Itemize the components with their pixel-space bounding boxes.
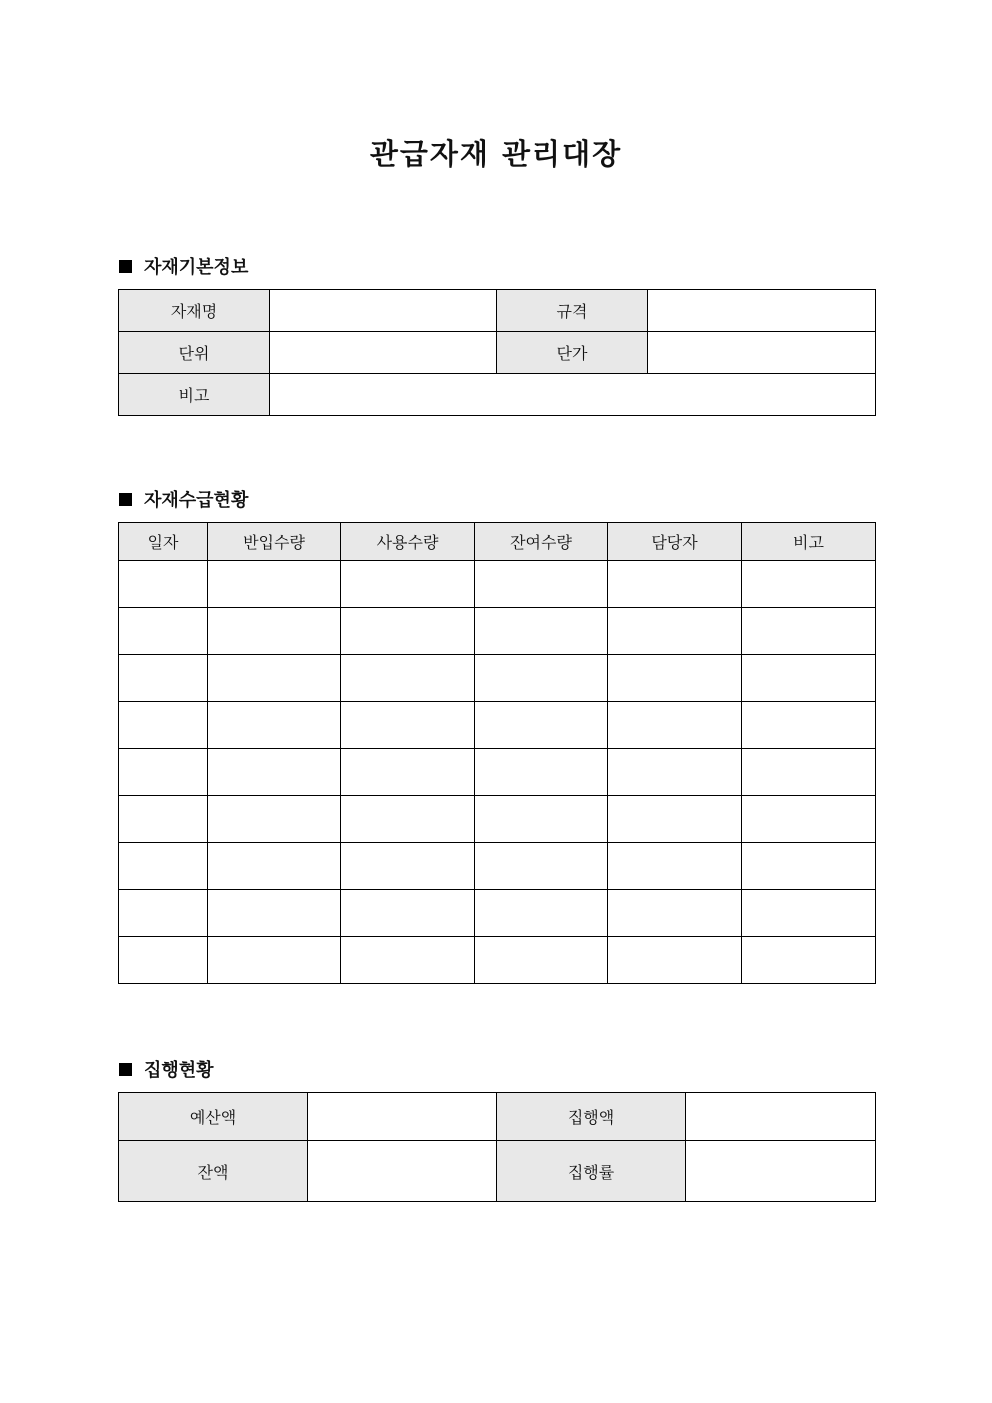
note-field[interactable] <box>270 374 876 416</box>
label-cell: 집행액 <box>497 1093 686 1141</box>
table-header-row <box>119 523 876 561</box>
table-cell[interactable] <box>742 796 876 843</box>
column-header-used: 사용수량 <box>341 523 475 561</box>
square-bullet-icon <box>119 1063 132 1076</box>
table-cell[interactable] <box>208 702 341 749</box>
table-cell[interactable] <box>608 702 742 749</box>
execution-rate-field[interactable] <box>686 1141 876 1202</box>
label-cell: 집행률 <box>497 1141 686 1202</box>
table-row <box>119 749 876 796</box>
column-header-note: 비고 <box>742 523 876 561</box>
page-title: 관급자재 관리대장 <box>369 137 623 171</box>
table-cell[interactable] <box>341 937 475 984</box>
table-cell[interactable] <box>475 655 608 702</box>
table-cell[interactable] <box>742 937 876 984</box>
table-row <box>119 937 876 984</box>
table-cell[interactable] <box>119 796 208 843</box>
budget-field[interactable] <box>308 1093 497 1141</box>
table-row <box>119 1141 876 1202</box>
section-heading-execution <box>119 1056 214 1082</box>
table-cell[interactable] <box>475 702 608 749</box>
label-cell: 단위 <box>119 332 270 374</box>
table-cell[interactable] <box>208 843 341 890</box>
table-cell[interactable] <box>119 561 208 608</box>
column-header-incoming: 반입수량 <box>208 523 341 561</box>
spec-field[interactable] <box>648 290 876 332</box>
unit-price-field[interactable] <box>648 332 876 374</box>
table-cell[interactable] <box>119 655 208 702</box>
table-cell[interactable] <box>208 796 341 843</box>
table-cell[interactable] <box>475 937 608 984</box>
column-header-manager: 담당자 <box>608 523 742 561</box>
table-row <box>119 796 876 843</box>
label-cell: 잔액 <box>119 1141 308 1202</box>
table-row <box>119 561 876 608</box>
table-row <box>119 890 876 937</box>
material-name-field[interactable] <box>270 290 497 332</box>
table-cell[interactable] <box>608 796 742 843</box>
table-row <box>119 702 876 749</box>
table-cell[interactable] <box>608 561 742 608</box>
table-cell[interactable] <box>475 608 608 655</box>
table-row <box>119 843 876 890</box>
table-row <box>119 1093 876 1141</box>
label-cell: 단가 <box>497 332 648 374</box>
table-cell[interactable] <box>742 561 876 608</box>
section-heading-basic-info <box>119 253 248 279</box>
table-cell[interactable] <box>119 702 208 749</box>
table-cell[interactable] <box>341 561 475 608</box>
table-cell[interactable] <box>475 561 608 608</box>
table-cell[interactable] <box>608 843 742 890</box>
table-cell[interactable] <box>742 608 876 655</box>
label-cell: 규격 <box>497 290 648 332</box>
balance-field[interactable] <box>308 1141 497 1202</box>
basic-info-table <box>118 289 876 416</box>
table-cell[interactable] <box>208 608 341 655</box>
table-row <box>119 608 876 655</box>
table-cell[interactable] <box>475 890 608 937</box>
square-bullet-icon <box>119 493 132 506</box>
table-cell[interactable] <box>119 608 208 655</box>
execution-status-table <box>118 1092 876 1202</box>
table-cell[interactable] <box>608 655 742 702</box>
table-cell[interactable] <box>742 749 876 796</box>
table-row <box>119 332 876 374</box>
unit-field[interactable] <box>270 332 497 374</box>
column-header-remaining: 잔여수량 <box>475 523 608 561</box>
table-cell[interactable] <box>119 749 208 796</box>
table-cell[interactable] <box>608 608 742 655</box>
table-cell[interactable] <box>742 702 876 749</box>
table-cell[interactable] <box>208 937 341 984</box>
table-cell[interactable] <box>341 890 475 937</box>
table-row <box>119 290 876 332</box>
table-cell[interactable] <box>208 561 341 608</box>
table-cell[interactable] <box>119 937 208 984</box>
label-cell: 비고 <box>119 374 270 416</box>
table-cell[interactable] <box>475 749 608 796</box>
table-cell[interactable] <box>341 655 475 702</box>
section-heading-label: 자재기본정보 <box>144 257 249 278</box>
table-cell[interactable] <box>341 749 475 796</box>
table-cell[interactable] <box>742 655 876 702</box>
table-cell[interactable] <box>608 749 742 796</box>
section-heading-label: 집행현황 <box>144 1060 214 1081</box>
label-cell: 예산액 <box>119 1093 308 1141</box>
table-cell[interactable] <box>341 608 475 655</box>
table-cell[interactable] <box>119 843 208 890</box>
table-cell[interactable] <box>742 843 876 890</box>
table-cell[interactable] <box>475 843 608 890</box>
table-cell[interactable] <box>742 890 876 937</box>
table-cell[interactable] <box>208 890 341 937</box>
table-cell[interactable] <box>119 890 208 937</box>
table-cell[interactable] <box>341 843 475 890</box>
square-bullet-icon <box>119 260 132 273</box>
table-cell[interactable] <box>208 749 341 796</box>
table-row <box>119 655 876 702</box>
table-cell[interactable] <box>208 655 341 702</box>
executed-amount-field[interactable] <box>686 1093 876 1141</box>
label-cell: 자재명 <box>119 290 270 332</box>
column-header-date: 일자 <box>119 523 208 561</box>
section-heading-label: 자재수급현황 <box>144 490 249 511</box>
table-row <box>119 374 876 416</box>
table-cell[interactable] <box>341 702 475 749</box>
table-cell[interactable] <box>608 890 742 937</box>
table-cell[interactable] <box>608 937 742 984</box>
supply-status-table <box>118 522 876 984</box>
section-heading-supply <box>119 486 248 512</box>
table-cell[interactable] <box>475 796 608 843</box>
table-cell[interactable] <box>341 796 475 843</box>
